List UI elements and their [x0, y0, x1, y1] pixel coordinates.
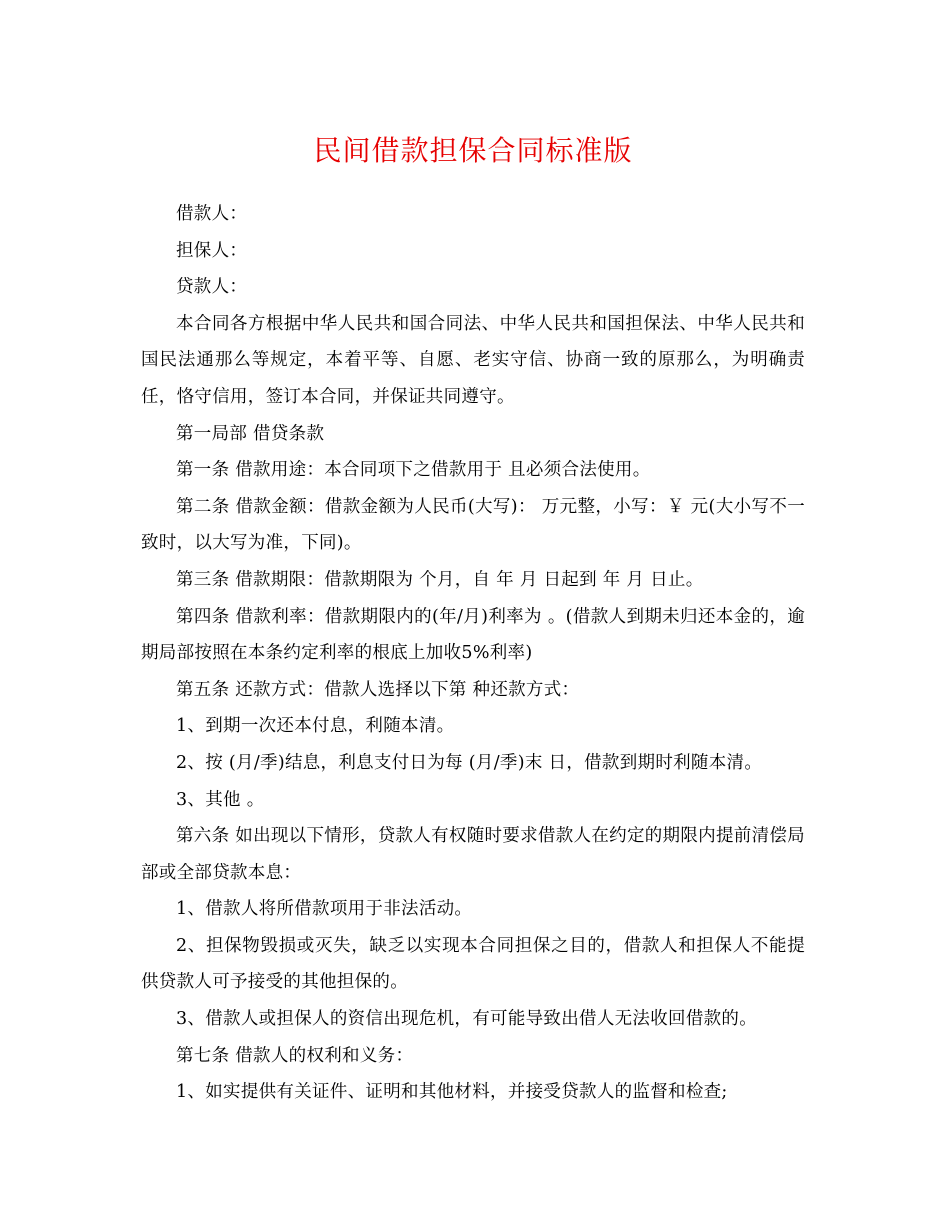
article-1: 第一条 借款用途：本合同项下之借款用于 且必须合法使用。	[176, 460, 651, 481]
article-7: 第七条 借款人的权利和义务：	[176, 1045, 414, 1066]
article-5-item-2: 2、按 (月/季)结息，利息支付日为每 (月/季)末 日，借款到期时利随本清。	[176, 752, 763, 773]
section-heading-part-one: 第一局部 借贷条款	[176, 423, 325, 444]
article-4: 第四条 借款利率：借款期限内的(年/月)利率为 。(借款人到期未归还本金的，逾期局部按照在本条约定利率的根底上加收5%利率)	[141, 606, 805, 664]
article-6: 第六条 如出现以下情形，贷款人有权随时要求借款人在约定的期限内提前清偿局部或全部贷款本息：	[141, 826, 805, 883]
paragraph-borrower: 借款人：	[176, 204, 248, 224]
article-6-item-1: 1、借款人将所借款项用于非法活动。	[176, 899, 473, 920]
paragraph-guarantor: 担保人：	[176, 240, 248, 261]
article-5-item-3: 3、其他 。	[176, 789, 265, 810]
article-7-item-1: 1、如实提供有关证件、证明和其他材料，并接受贷款人的监督和检查;	[176, 1082, 728, 1103]
article-6-item-2: 2、担保物毁损或灭失，缺乏以实现本合同担保之目的，借款人和担保人不能提供贷款人可予接受的其他担保的。	[141, 935, 805, 993]
article-6-item-3: 3、借款人或担保人的资信出现危机，有可能导致出借人无法收回借款的。	[176, 1009, 758, 1030]
article-5-item-1: 1、到期一次还本付息，利随本清。	[176, 716, 455, 737]
paragraph-preamble: 本合同各方根据中华人民共和国合同法、中华人民共和国担保法、中华人民共和国民法通那么等规定，本着平等、自愿、老实守信、协商一致的原那么，为明确责任，恪守信用，签订本合同，并保证共同遵守。	[141, 313, 805, 407]
document-body	[141, 196, 805, 1111]
article-5: 第五条 还款方式：借款人选择以下第 种还款方式：	[176, 679, 580, 700]
article-2: 第二条 借款金额：借款金额为人民币(大写)： 万元整，小写：￥ 元(大小写不一致时，以大写为准，下同)。	[141, 496, 805, 554]
document-title: 民间借款担保合同标准版	[313, 134, 633, 167]
article-3: 第三条 借款期限：借款期限为 个月，自 年 月 日起到 年 月 日止。	[176, 569, 704, 590]
paragraph-lender: 贷款人：	[176, 277, 248, 298]
